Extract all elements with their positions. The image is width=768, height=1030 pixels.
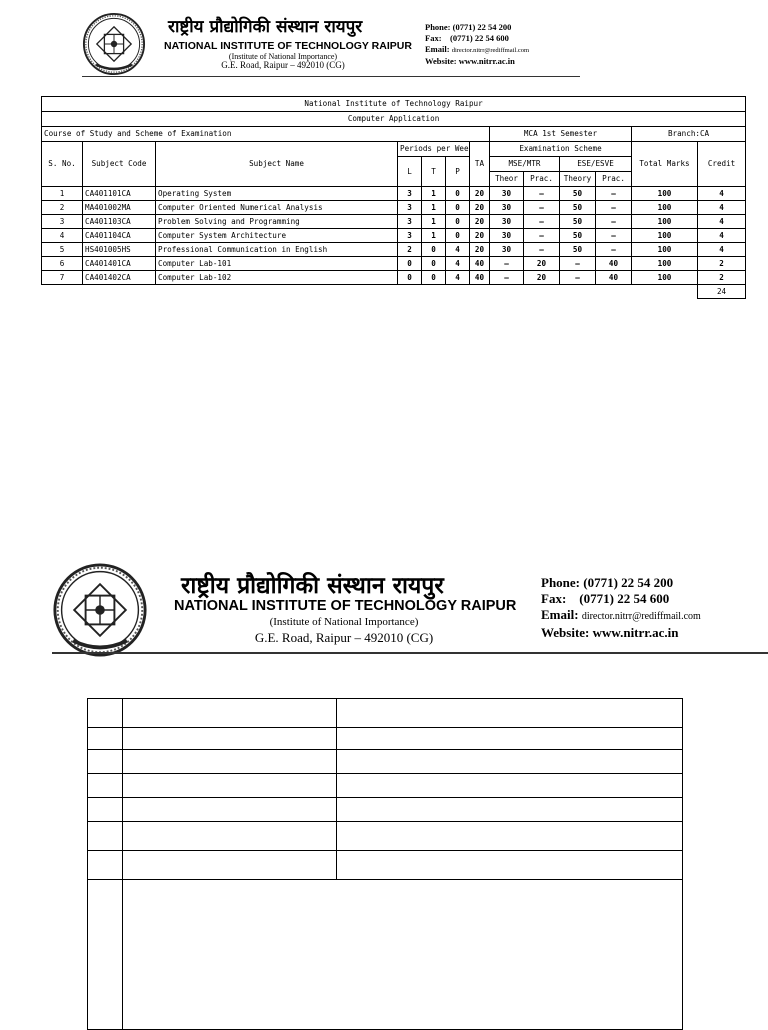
cell-credit: 4 (698, 229, 746, 243)
cell-subject-name: Computer Lab-101 (156, 257, 398, 271)
cell-ese-prac: 40 (596, 257, 632, 271)
form-row (88, 798, 683, 822)
header-ese-prac: Prac. (596, 172, 632, 187)
cell-ta: 40 (470, 257, 490, 271)
cell-mse-prac: – (524, 243, 560, 257)
cell-total-marks: 100 (632, 229, 698, 243)
cell-sno: 5 (42, 243, 83, 257)
cell-mse-theory: – (490, 271, 524, 285)
website-value: www.nitrr.ac.in (458, 56, 515, 66)
header-p: P (446, 157, 470, 187)
cell-total-marks: 100 (632, 201, 698, 215)
form-cell (337, 798, 683, 822)
cell-ta: 20 (470, 187, 490, 201)
cell-l: 0 (398, 257, 422, 271)
course-row (42, 127, 746, 142)
cell-subject-name: Computer Lab-102 (156, 271, 398, 285)
institute-logo-icon (52, 562, 148, 658)
fax-label: Fax: (425, 33, 442, 43)
header-mse-theory: Theor (490, 172, 524, 187)
cell-mse-prac: – (524, 187, 560, 201)
form-cell (88, 750, 123, 774)
cell-mse-prac: – (524, 215, 560, 229)
cell-ta: 20 (470, 229, 490, 243)
fax-line (425, 33, 529, 44)
cell-ta: 20 (470, 201, 490, 215)
email-line (425, 44, 529, 56)
cell-sno: 7 (42, 271, 83, 285)
form-cell (123, 699, 337, 728)
form-row (88, 699, 683, 728)
header-total-marks: Total Marks (632, 142, 698, 187)
form-row (88, 822, 683, 851)
fax-value: (0771) 22 54 600 (579, 591, 670, 606)
cell-credit: 4 (698, 215, 746, 229)
course-label: Course of Study and Scheme of Examination (42, 127, 490, 142)
form-cell (123, 728, 337, 750)
cell-mse-prac: 20 (524, 271, 560, 285)
cell-subject-name: Problem Solving and Programming (156, 215, 398, 229)
cell-subject-name: Operating System (156, 187, 398, 201)
contact-block (425, 22, 529, 67)
form-cell (88, 822, 123, 851)
email-value: director.nitrr@rediffmail.com (451, 47, 530, 54)
website-label: Website: (541, 625, 590, 640)
form-cell (88, 851, 123, 880)
cell-mse-prac: 20 (524, 257, 560, 271)
cell-t: 1 (422, 229, 446, 243)
form-cell (123, 822, 337, 851)
cell-ta: 20 (470, 243, 490, 257)
cell-ese-prac: – (596, 243, 632, 257)
cell-credit: 2 (698, 257, 746, 271)
cell-ese-theory: 50 (560, 229, 596, 243)
website-line (425, 56, 529, 67)
cell-p: 0 (446, 229, 470, 243)
fax-value: (0771) 22 54 600 (450, 33, 509, 43)
phone-label: Phone: (425, 22, 451, 32)
website-line (541, 625, 701, 641)
email-label: Email: (425, 44, 450, 54)
form-cell (337, 699, 683, 728)
cell-l: 0 (398, 271, 422, 285)
form-row (88, 851, 683, 880)
cell-t: 1 (422, 215, 446, 229)
cell-ese-prac: 40 (596, 271, 632, 285)
cell-total-marks: 100 (632, 187, 698, 201)
cell-p: 4 (446, 243, 470, 257)
cell-ese-prac: – (596, 229, 632, 243)
cell-p: 4 (446, 257, 470, 271)
cell-subject-code: MA401002MA (83, 201, 156, 215)
cell-p: 0 (446, 201, 470, 215)
scheme-table (41, 96, 746, 299)
total-spacer (42, 285, 698, 299)
letterhead-top (0, 0, 768, 80)
cell-total-marks: 100 (632, 215, 698, 229)
cell-mse-theory: 30 (490, 229, 524, 243)
cell-subject-name: Computer Oriented Numerical Analysis (156, 201, 398, 215)
letterhead-bottom (0, 550, 768, 660)
cell-ese-prac: – (596, 187, 632, 201)
cell-subject-code: HS401005HS (83, 243, 156, 257)
cell-p: 0 (446, 187, 470, 201)
cell-l: 3 (398, 215, 422, 229)
fax-label: Fax: (541, 591, 567, 606)
cell-p: 4 (446, 271, 470, 285)
table-title-row (42, 97, 746, 112)
institute-logo-icon (82, 12, 146, 76)
institute-subtitle: (Institute of National Importance) (228, 52, 338, 61)
cell-subject-code: CA401103CA (83, 215, 156, 229)
form-cell (88, 798, 123, 822)
table-row (42, 187, 746, 201)
cell-total-marks: 100 (632, 257, 698, 271)
header-exam-scheme: Examination Scheme (490, 142, 632, 157)
institute-name-hindi: राष्ट्रीय प्रौद्योगिकी संस्थान रायपुर (168, 17, 363, 37)
cell-mse-theory: 30 (490, 187, 524, 201)
cell-ese-theory: 50 (560, 201, 596, 215)
cell-ese-theory: – (560, 271, 596, 285)
cell-mse-theory: 30 (490, 243, 524, 257)
branch-label: Branch:CA (632, 127, 746, 142)
table-title: National Institute of Technology Raipur (42, 97, 746, 112)
header-subject-name: Subject Name (156, 142, 398, 187)
phone-line (425, 22, 529, 33)
institute-address: G.E. Road, Raipur – 492010 (CG) (254, 630, 434, 645)
table-row (42, 215, 746, 229)
cell-ese-prac: – (596, 215, 632, 229)
cell-subject-code: CA401104CA (83, 229, 156, 243)
form-cell (337, 750, 683, 774)
form-row (88, 774, 683, 798)
institute-name-english: NATIONAL INSTITUTE OF TECHNOLOGY RAIPUR (164, 40, 412, 52)
cell-mse-theory: 30 (490, 215, 524, 229)
cell-ese-theory: 50 (560, 243, 596, 257)
cell-sno: 6 (42, 257, 83, 271)
header-divider (52, 652, 768, 654)
form-row (88, 880, 683, 1030)
cell-subject-code: CA401402CA (83, 271, 156, 285)
cell-mse-theory: – (490, 257, 524, 271)
fax-line (541, 591, 701, 607)
department-name: Computer Application (42, 112, 746, 127)
cell-subject-name: Professional Communication in English (156, 243, 398, 257)
cell-t: 1 (422, 201, 446, 215)
cell-l: 3 (398, 229, 422, 243)
table-row (42, 229, 746, 243)
cell-l: 3 (398, 201, 422, 215)
website-label: Website: (425, 56, 457, 66)
cell-sno: 1 (42, 187, 83, 201)
phone-line (541, 575, 701, 591)
header-row-1 (42, 142, 746, 157)
cell-l: 3 (398, 187, 422, 201)
header-mse: MSE/MTR (490, 157, 560, 172)
table-row (42, 201, 746, 215)
header-t: T (422, 157, 446, 187)
form-cell (88, 774, 123, 798)
header-subject-code: Subject Code (83, 142, 156, 187)
cell-ese-theory: – (560, 257, 596, 271)
cell-t: 0 (422, 257, 446, 271)
form-row (88, 750, 683, 774)
total-credits: 24 (698, 285, 746, 299)
form-row (88, 728, 683, 750)
cell-credit: 4 (698, 187, 746, 201)
institute-address: G.E. Road, Raipur – 492010 (CG) (221, 60, 345, 70)
form-cell (337, 822, 683, 851)
cell-t: 1 (422, 187, 446, 201)
cell-t: 0 (422, 243, 446, 257)
blank-form-table (87, 698, 683, 1030)
header-l: L (398, 157, 422, 187)
institute-name-english: NATIONAL INSTITUTE OF TECHNOLOGY RAIPUR (174, 598, 517, 614)
email-value: director.nitrr@rediffmail.com (581, 611, 701, 622)
phone-value: (0771) 22 54 200 (583, 575, 674, 590)
form-cell (123, 880, 683, 1030)
cell-total-marks: 100 (632, 243, 698, 257)
header-divider (82, 76, 580, 77)
header-ta: TA (470, 142, 490, 187)
institute-name-hindi: राष्ट्रीय प्रौद्योगिकी संस्थान रायपुर (181, 573, 444, 599)
cell-credit: 4 (698, 243, 746, 257)
total-credit-row (42, 285, 746, 299)
header-ese-theory: Theory (560, 172, 596, 187)
cell-ese-prac: – (596, 201, 632, 215)
cell-subject-code: CA401101CA (83, 187, 156, 201)
scheme-body (42, 187, 746, 285)
cell-ese-theory: 50 (560, 215, 596, 229)
header-periods: Periods per Wee (398, 142, 470, 157)
form-cell (88, 880, 123, 1030)
form-cell (123, 851, 337, 880)
form-cell (88, 728, 123, 750)
cell-sno: 4 (42, 229, 83, 243)
table-row (42, 257, 746, 271)
cell-credit: 2 (698, 271, 746, 285)
phone-label: Phone: (541, 575, 580, 590)
cell-sno: 3 (42, 215, 83, 229)
cell-mse-prac: – (524, 229, 560, 243)
institute-subtitle: (Institute of National Importance) (269, 616, 419, 628)
form-cell (337, 774, 683, 798)
header-ese: ESE/ESVE (560, 157, 632, 172)
email-line (541, 607, 701, 625)
cell-subject-name: Computer System Architecture (156, 229, 398, 243)
cell-subject-code: CA401401CA (83, 257, 156, 271)
phone-value: (0771) 22 54 200 (452, 22, 512, 32)
form-cell (123, 774, 337, 798)
cell-total-marks: 100 (632, 271, 698, 285)
website-value: www.nitrr.ac.in (592, 625, 679, 640)
cell-t: 0 (422, 271, 446, 285)
cell-credit: 4 (698, 201, 746, 215)
table-row (42, 243, 746, 257)
cell-ese-theory: 50 (560, 187, 596, 201)
form-cell (88, 699, 123, 728)
contact-block (541, 575, 701, 641)
cell-ta: 20 (470, 215, 490, 229)
cell-sno: 2 (42, 201, 83, 215)
department-row (42, 112, 746, 127)
cell-mse-theory: 30 (490, 201, 524, 215)
semester-label: MCA 1st Semester (490, 127, 632, 142)
header-sno: S. No. (42, 142, 83, 187)
cell-ta: 40 (470, 271, 490, 285)
cell-l: 2 (398, 243, 422, 257)
header-mse-prac: Prac. (524, 172, 560, 187)
header-credit: Credit (698, 142, 746, 187)
form-cell (123, 798, 337, 822)
email-label: Email: (541, 607, 579, 622)
form-cell (337, 728, 683, 750)
form-cell (337, 851, 683, 880)
table-row (42, 271, 746, 285)
form-cell (123, 750, 337, 774)
cell-mse-prac: – (524, 201, 560, 215)
cell-p: 0 (446, 215, 470, 229)
